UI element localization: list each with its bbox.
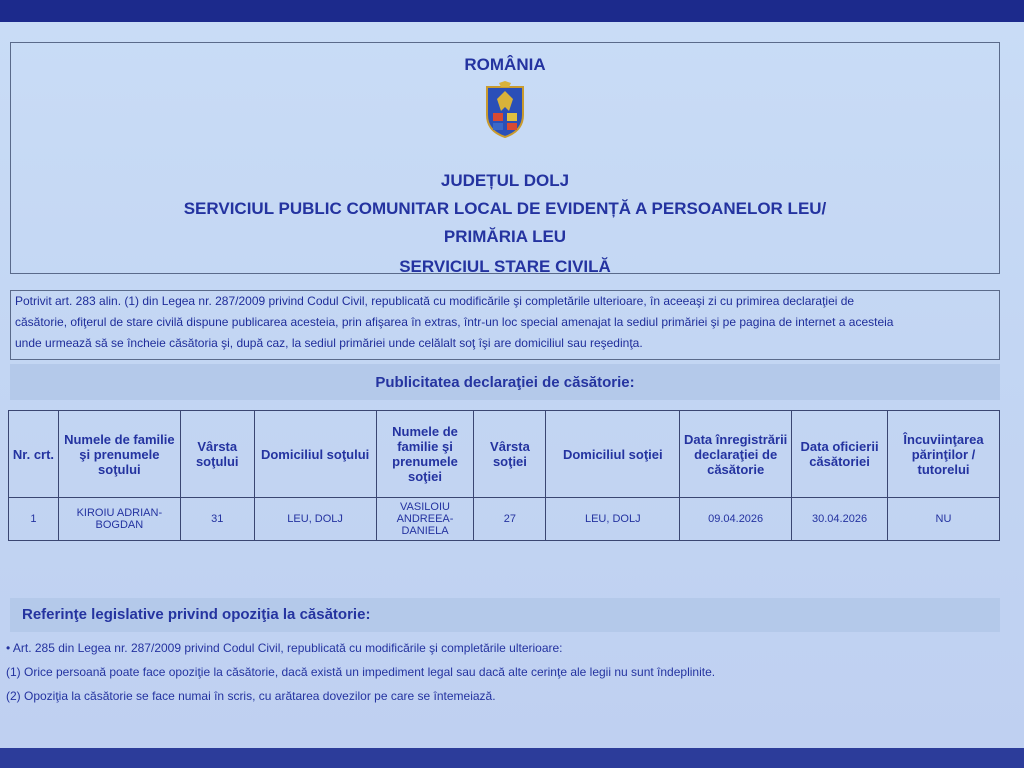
table-header-cell: Data oficierii căsătoriei xyxy=(792,411,888,498)
county-title: JUDEȚUL DOLJ xyxy=(440,171,570,190)
table-cell: VASILOIU ANDREEA-DANIELA xyxy=(376,498,474,541)
service-title-line2: PRIMĂRIA LEU xyxy=(443,227,567,246)
table-cell: 27 xyxy=(474,498,546,541)
table-cell: 30.04.2026 xyxy=(792,498,888,541)
table-header-cell: Nr. crt. xyxy=(9,411,59,498)
table-cell: LEU, DOLJ xyxy=(254,498,376,541)
declaration-table xyxy=(8,410,1000,541)
table-header-cell: Domiciliul soţului xyxy=(254,411,376,498)
table-cell: NU xyxy=(888,498,1000,541)
service-title-line1: SERVICIUL PUBLIC COMUNITAR LOCAL DE EVIDENȚĂ A PERSOANELOR LEU/ xyxy=(183,199,827,218)
references-line3: (2) Opoziţia la căsătorie se face numai în scris, cu arătarea dovezilor pe care se întemeiază. xyxy=(6,689,496,703)
references-line1: • Art. 285 din Legea nr. 287/2009 privind Codul Civil, republicată cu modificările şi completările ulterioare: xyxy=(6,641,563,655)
table-header-cell: Domiciliul soţiei xyxy=(546,411,680,498)
legal-notice xyxy=(10,290,1000,360)
service-title-line3: SERVICIUL STARE CIVILĂ xyxy=(399,257,611,276)
references-text xyxy=(6,638,996,710)
legal-notice-line3: unde urmează să se încheie căsătoria şi, după caz, la sediul primăriei unde celălalt soţ îşi are domiciliul sau reşedinţa. xyxy=(15,336,643,350)
table-cell: LEU, DOLJ xyxy=(546,498,680,541)
table-row xyxy=(9,498,1000,541)
coat-of-arms-icon xyxy=(483,81,527,139)
references-title: Referinţe legislative privind opoziţia la căsătorie: xyxy=(22,606,371,623)
bottom-edge xyxy=(0,748,1024,768)
table-header-row xyxy=(9,411,1000,498)
table-header-cell: Vârsta soţiei xyxy=(474,411,546,498)
table-header-cell: Numele de familie şi prenumele soţiei xyxy=(376,411,474,498)
table-cell: 09.04.2026 xyxy=(680,498,792,541)
section-title: Publicitatea declaraţiei de căsătorie: xyxy=(375,374,635,391)
references-line2: (1) Orice persoană poate face opoziţie la căsătorie, dacă există un impediment legal sau dacă alte cerinţe ale legii nu sunt îndeplinite. xyxy=(6,665,716,679)
table-header-cell: Numele de familie şi prenumele soţului xyxy=(58,411,180,498)
table-header-cell: Încuviinţarea părinţilor / tutorelui xyxy=(888,411,1000,498)
document-sheet xyxy=(0,22,1024,750)
legal-notice-line2: căsătorie, ofiţerul de stare civilă dispune publicarea acesteia, prin afişarea în extras, într-un loc special amenajat la sediul primăriei şi pe pagina de internet a acesteia xyxy=(15,315,894,329)
table-cell: 31 xyxy=(180,498,254,541)
table-cell: 1 xyxy=(9,498,59,541)
references-band xyxy=(10,598,1000,632)
table-header-cell: Vârsta soţului xyxy=(180,411,254,498)
section-band xyxy=(10,364,1000,400)
country-title: ROMÂNIA xyxy=(464,55,546,74)
legal-notice-line1: Potrivit art. 283 alin. (1) din Legea nr. 287/2009 privind Codul Civil, republicată cu modificările şi completările ulterioare, în aceeaşi zi cu primirea declaraţiei de xyxy=(15,294,855,308)
header-box xyxy=(10,42,1000,274)
table-header-cell: Data înregistrării declaraţiei de căsătorie xyxy=(680,411,792,498)
table-cell: KIROIU ADRIAN-BOGDAN xyxy=(58,498,180,541)
